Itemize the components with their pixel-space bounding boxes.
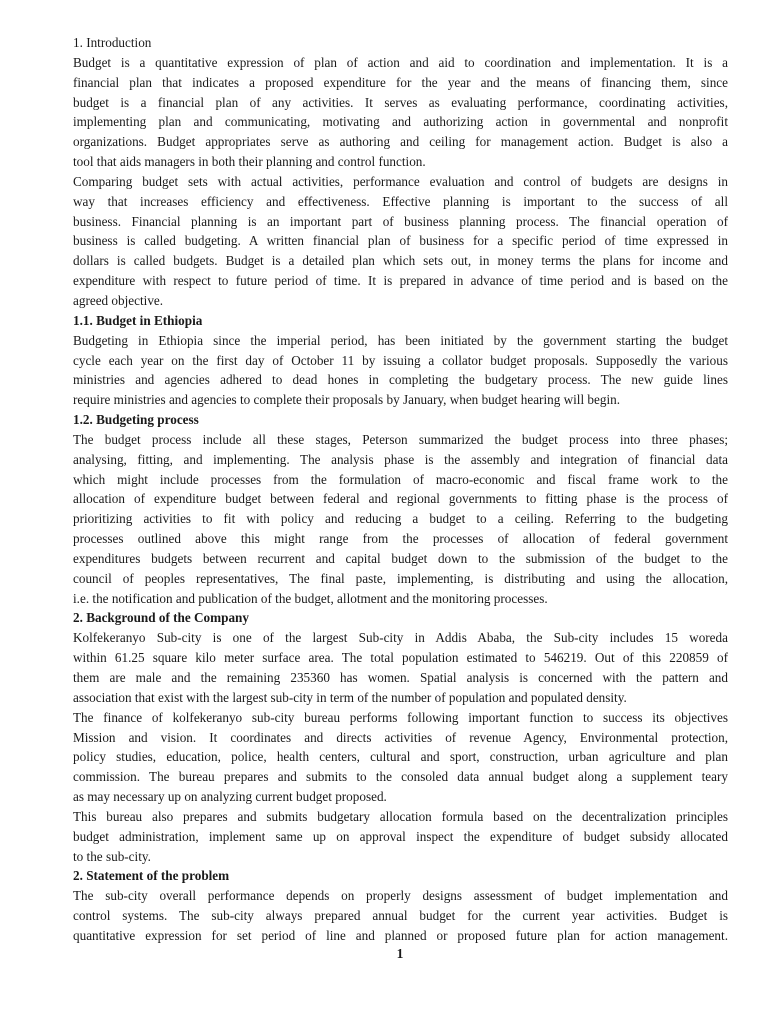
paragraph-line: quantitative expression for set period of line and planned or proposed future plan for action management. — [73, 927, 728, 943]
paragraph-line: ministries and agencies adhered to dead hones in completing the budgetary process. The new guide lines — [73, 372, 728, 388]
paragraph-line: require ministries and agencies to complete their proposals by January, when budget hearing will begin. — [73, 392, 621, 408]
paragraph-line: association that exist with the largest sub-city in term of the number of population and populated density. — [73, 689, 627, 705]
section-heading: 1.1. Budget in Ethiopia — [73, 312, 203, 328]
section-heading: 2. Statement of the problem — [73, 868, 230, 884]
paragraph-line: policy studies, education, police, health centers, cultural and sport, construction, urban agriculture and plan — [73, 749, 728, 765]
paragraph-line: expenditure with respect to future period of time. It is prepared in advance of time period and is based on the — [73, 273, 728, 289]
paragraph-line: implementing plan and communicating, motivating and authorizing action in governmental and nonprofit — [73, 114, 728, 130]
paragraph-line: organizations. Budget appropriates serve as authoring and ceiling for management action. Budget is also a — [73, 134, 728, 150]
paragraph-line: business is called budgeting. A written financial plan of business for a specific period of time expressed in — [73, 233, 728, 249]
paragraph-line: tool that aids managers in both their planning and control function. — [73, 154, 426, 170]
paragraph-line: processes outlined above this might range from the processes of allocation of federal government — [73, 531, 728, 547]
paragraph-line: business. Financial planning is an important part of business planning process. The financial operation of — [73, 213, 728, 229]
paragraph-line: Kolfekeranyo Sub-city is one of the largest Sub-city in Addis Ababa, the Sub-city includes 15 woreda — [73, 630, 728, 646]
paragraph-line: to the sub-city. — [73, 848, 151, 864]
paragraph-line: expenditures budgets between recurrent and capital budget down to the submission of the budget to the — [73, 550, 728, 566]
paragraph-line: The finance of kolfekeranyo sub-city bureau performs following important function to success its objectives — [73, 709, 728, 725]
paragraph-line: analysing, fitting, and implementing. The analysis phase is the assembly and integration of financial data — [73, 451, 728, 467]
paragraph-line: agreed objective. — [73, 292, 164, 308]
paragraph-line: Budget is a quantitative expression of plan of action and aid to coordination and implementation. It is a — [73, 54, 728, 70]
paragraph-line: allocation of expenditure budget between federal and regional governments to fitting phase is the process of — [73, 491, 728, 507]
paragraph-line: council of peoples representatives, The final paste, implementing, is distributing and using the allocation, — [73, 570, 728, 586]
paragraph-line: Mission and vision. It coordinates and directs activities of revenue Agency, Environmental protection, — [73, 729, 728, 745]
paragraph-line: i.e. the notification and publication of the budget, allotment and the monitoring processes. — [73, 590, 548, 606]
paragraph-line: The budget process include all these stages, Peterson summarized the budget process into three phases; — [73, 431, 728, 447]
paragraph-line: Comparing budget sets with actual activities, performance evaluation and control of budgets are designs in — [73, 173, 728, 189]
paragraph-line: within 61.25 square kilo meter surface area. The total population estimated to 546219. Out of this 220859 of — [73, 650, 728, 666]
paragraph-line: budget is a financial plan of any activities. It serves as evaluating performance, coordinating activities, — [73, 94, 728, 110]
paragraph-line: Budgeting in Ethiopia since the imperial period, has been initiated by the government starting the budget — [73, 332, 728, 348]
paragraph-line: The sub-city overall performance depends on properly designs assessment of budget implementation and — [73, 888, 728, 904]
section-heading: 1. Introduction — [73, 35, 152, 50]
paragraph-line: budget administration, implement same up on approval inspect the expenditure of budget subsidy allocated — [73, 828, 728, 844]
paragraph-line: cycle each year on the first day of October 11 by issuing a collator budget proposals. Supposedly the various — [73, 352, 728, 368]
page-number: 1 — [396, 946, 404, 961]
paragraph-line: as may necessary up on analyzing current budget proposed. — [73, 789, 387, 805]
paragraph-line: them are male and the remaining 235360 has women. Spatial analysis is concerned with the pattern and — [73, 670, 728, 685]
paragraph-line: This bureau also prepares and submits budgetary allocation formula based on the decentralization principles — [73, 808, 728, 824]
section-heading: 2. Background of the Company — [73, 610, 249, 626]
paragraph-line: dollars is called budgets. Budget is a detailed plan which sets out, in money terms the plans for income and — [73, 253, 728, 269]
paragraph-line: commission. The bureau prepares and submits to the consoled data annual budget along a supplement teary — [73, 769, 728, 785]
document-page — [73, 33, 728, 946]
paragraph-line: financial plan that indicates a proposed expenditure for the year and the means of financing them, since — [73, 74, 728, 90]
paragraph-line: way that increases efficiency and effectiveness. Effective planning is important to the success of all — [73, 193, 728, 209]
section-heading: 1.2. Budgeting process — [73, 412, 199, 428]
paragraph-line: control systems. The sub-city always prepared annual budget for the current year activities. Budget is — [73, 908, 728, 924]
paragraph-line: prioritizing activities to fit with policy and reducing a budget to a ceiling. Referring to the budgeting — [73, 511, 728, 527]
paragraph-line: which might include processes from the formulation of macro-economic and fiscal frame work to the — [73, 471, 728, 487]
